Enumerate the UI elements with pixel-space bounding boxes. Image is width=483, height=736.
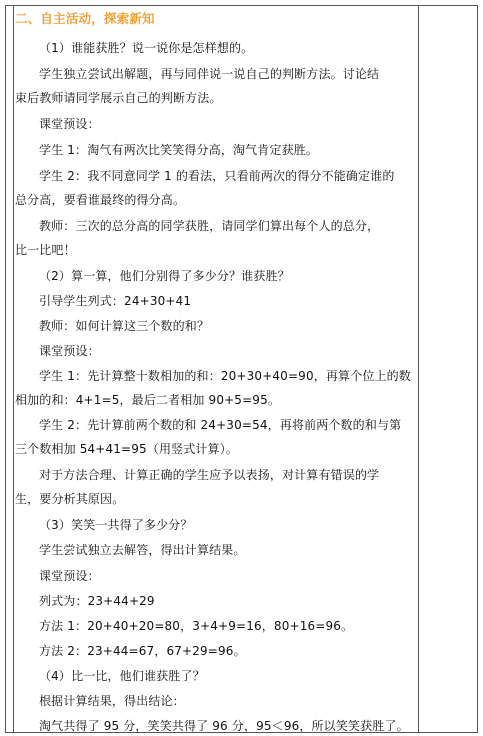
content-line-23: 列式为：23+44+29 [39, 594, 155, 608]
content-line-8: 教师：三次的总分高的同学获胜，请同学们算出每个人的总分， [39, 219, 380, 233]
content-line-24: 方法 1：20+40+20=80，3+4+9=16，80+16=96。 [39, 619, 354, 633]
lesson-content-cell [15, 6, 415, 732]
content-line-14: 学生 1：先计算整十数相加的和：20+30+40=90，再算个位上的数 [39, 369, 411, 383]
content-line-1: （1）谁能获胜？说一说你是怎样想的。 [39, 41, 254, 55]
content-line-18: 对于方法合理、计算正确的学生应予以表扬，对计算有错误的学 [39, 468, 380, 482]
content-line-7: 总分高，要看谁最终的得分高。 [15, 193, 186, 207]
content-line-4: 课堂预设： [39, 117, 100, 131]
right-column-divider [418, 6, 419, 732]
content-line-11: 引导学生列式：24+30+41 [39, 294, 192, 308]
content-line-17: 三个数相加 54+41=95（用竖式计算）。 [15, 442, 239, 456]
content-line-3: 束后教师请同学展示自己的判断方法。 [15, 91, 222, 105]
content-line-19: 生，要分析其原因。 [15, 492, 125, 506]
content-line-28: 淘气共得了 95 分，笑笑共得了 96 分，95＜96，所以笑笑获胜了。 [39, 719, 409, 732]
content-line-20: （3）笑笑一共得了多少分？ [39, 518, 193, 532]
content-line-13: 课堂预设： [39, 344, 100, 358]
left-column-divider [13, 6, 14, 732]
section-heading: 二、自主活动，探索新知 [15, 11, 155, 26]
content-line-15: 相加的和：4+1=5，最后二者相加 90+5=95。 [15, 393, 281, 407]
content-line-22: 课堂预设： [39, 569, 100, 583]
content-line-25: 方法 2：23+44=67，67+29=96。 [39, 644, 246, 658]
content-line-10: （2）算一算，他们分别得了多少分？谁获胜？ [39, 269, 290, 283]
content-line-2: 学生独立尝试出解题，再与同伴说一说自己的判断方法。讨论结 [39, 67, 380, 81]
content-line-21: 学生尝试独立去解答，得出计算结果。 [39, 543, 246, 557]
content-line-27: 根据计算结果，得出结论： [39, 694, 185, 708]
content-line-6: 学生 2：我不同意同学 1 的看法，只看前两次的得分不能确定谁的 [39, 169, 395, 183]
content-line-9: 比一比吧！ [15, 243, 76, 257]
lesson-table [5, 5, 478, 733]
content-line-16: 学生 2：先计算前两个数的和 24+30=54，再将前两个数的和与第 [39, 418, 402, 432]
content-line-26: （4）比一比，他们谁获胜了？ [39, 669, 205, 683]
content-line-12: 教师：如何计算这三个数的和？ [39, 319, 210, 333]
content-line-5: 学生 1：淘气有两次比笑笑得分高，淘气肯定获胜。 [39, 143, 319, 157]
